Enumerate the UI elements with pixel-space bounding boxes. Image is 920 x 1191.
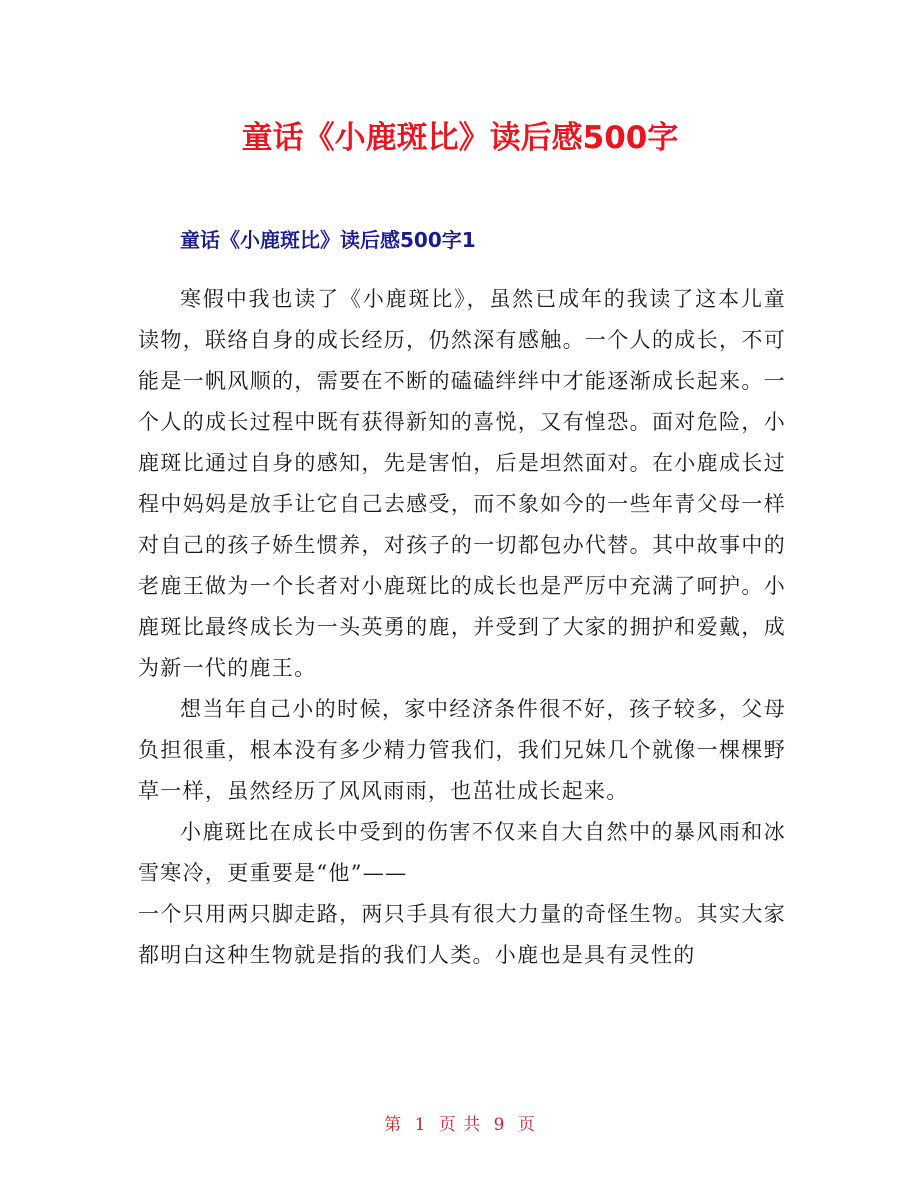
section-heading: 童话《小鹿斑比》读后感500字1 xyxy=(180,228,476,252)
footer-prefix: 第 xyxy=(384,1115,403,1135)
paragraph-1: 寒假中我也读了《小鹿斑比》，虽然已成年的我读了这本儿童读物，联络自身的成长经历，仍然深有感触。一个人的成长，不可能是一帆风顺的，需要在不断的磕磕绊绊中才能逐渐成长起来。一个人的成长过程中既有获得新知的喜悦，又有惶恐。面对危险，小鹿斑比通过自身的感知，先是害怕，后是坦然面对。在小鹿成长过程中妈妈是放手让它自己去感受，而不象如今的一些年青父母一样对自己的孩子娇生惯养，对孩子的一切都包办代替。其中故事中的老鹿王做为一个长者对小鹿斑比的成长也是严厉中充满了呵护。小鹿斑比最终成长为一头英勇的鹿，并受到了大家的拥护和爱戴，成为新一代的鹿王。 xyxy=(138,287,786,680)
page-footer xyxy=(0,1110,920,1135)
footer-page-number: 1 xyxy=(414,1115,427,1135)
document-title: 童话《小鹿斑比》读后感500字 xyxy=(241,120,679,156)
paragraph-3: 小鹿斑比在成长中受到的伤害不仅来自大自然中的暴风雨和冰雪寒冷，更重要是“他”—— xyxy=(138,820,786,885)
paragraph-4: 一个只用两只脚走路，两只手具有很大力量的奇怪生物。其实大家都明白这种生物就是指的我们人类。小鹿也是具有灵性的 xyxy=(138,902,786,967)
footer-middle: 页 共 xyxy=(438,1115,482,1135)
paragraph-2: 想当年自己小的时候，家中经济条件很不好，孩子较多，父母负担很重，根本没有多少精力管我们，我们兄妹几个就像一棵棵野草一样，虽然经历了风风雨雨，也茁壮成长起来。 xyxy=(138,697,786,803)
document-body xyxy=(138,279,786,976)
footer-suffix: 页 xyxy=(517,1115,536,1135)
footer-total-pages: 9 xyxy=(493,1115,506,1135)
